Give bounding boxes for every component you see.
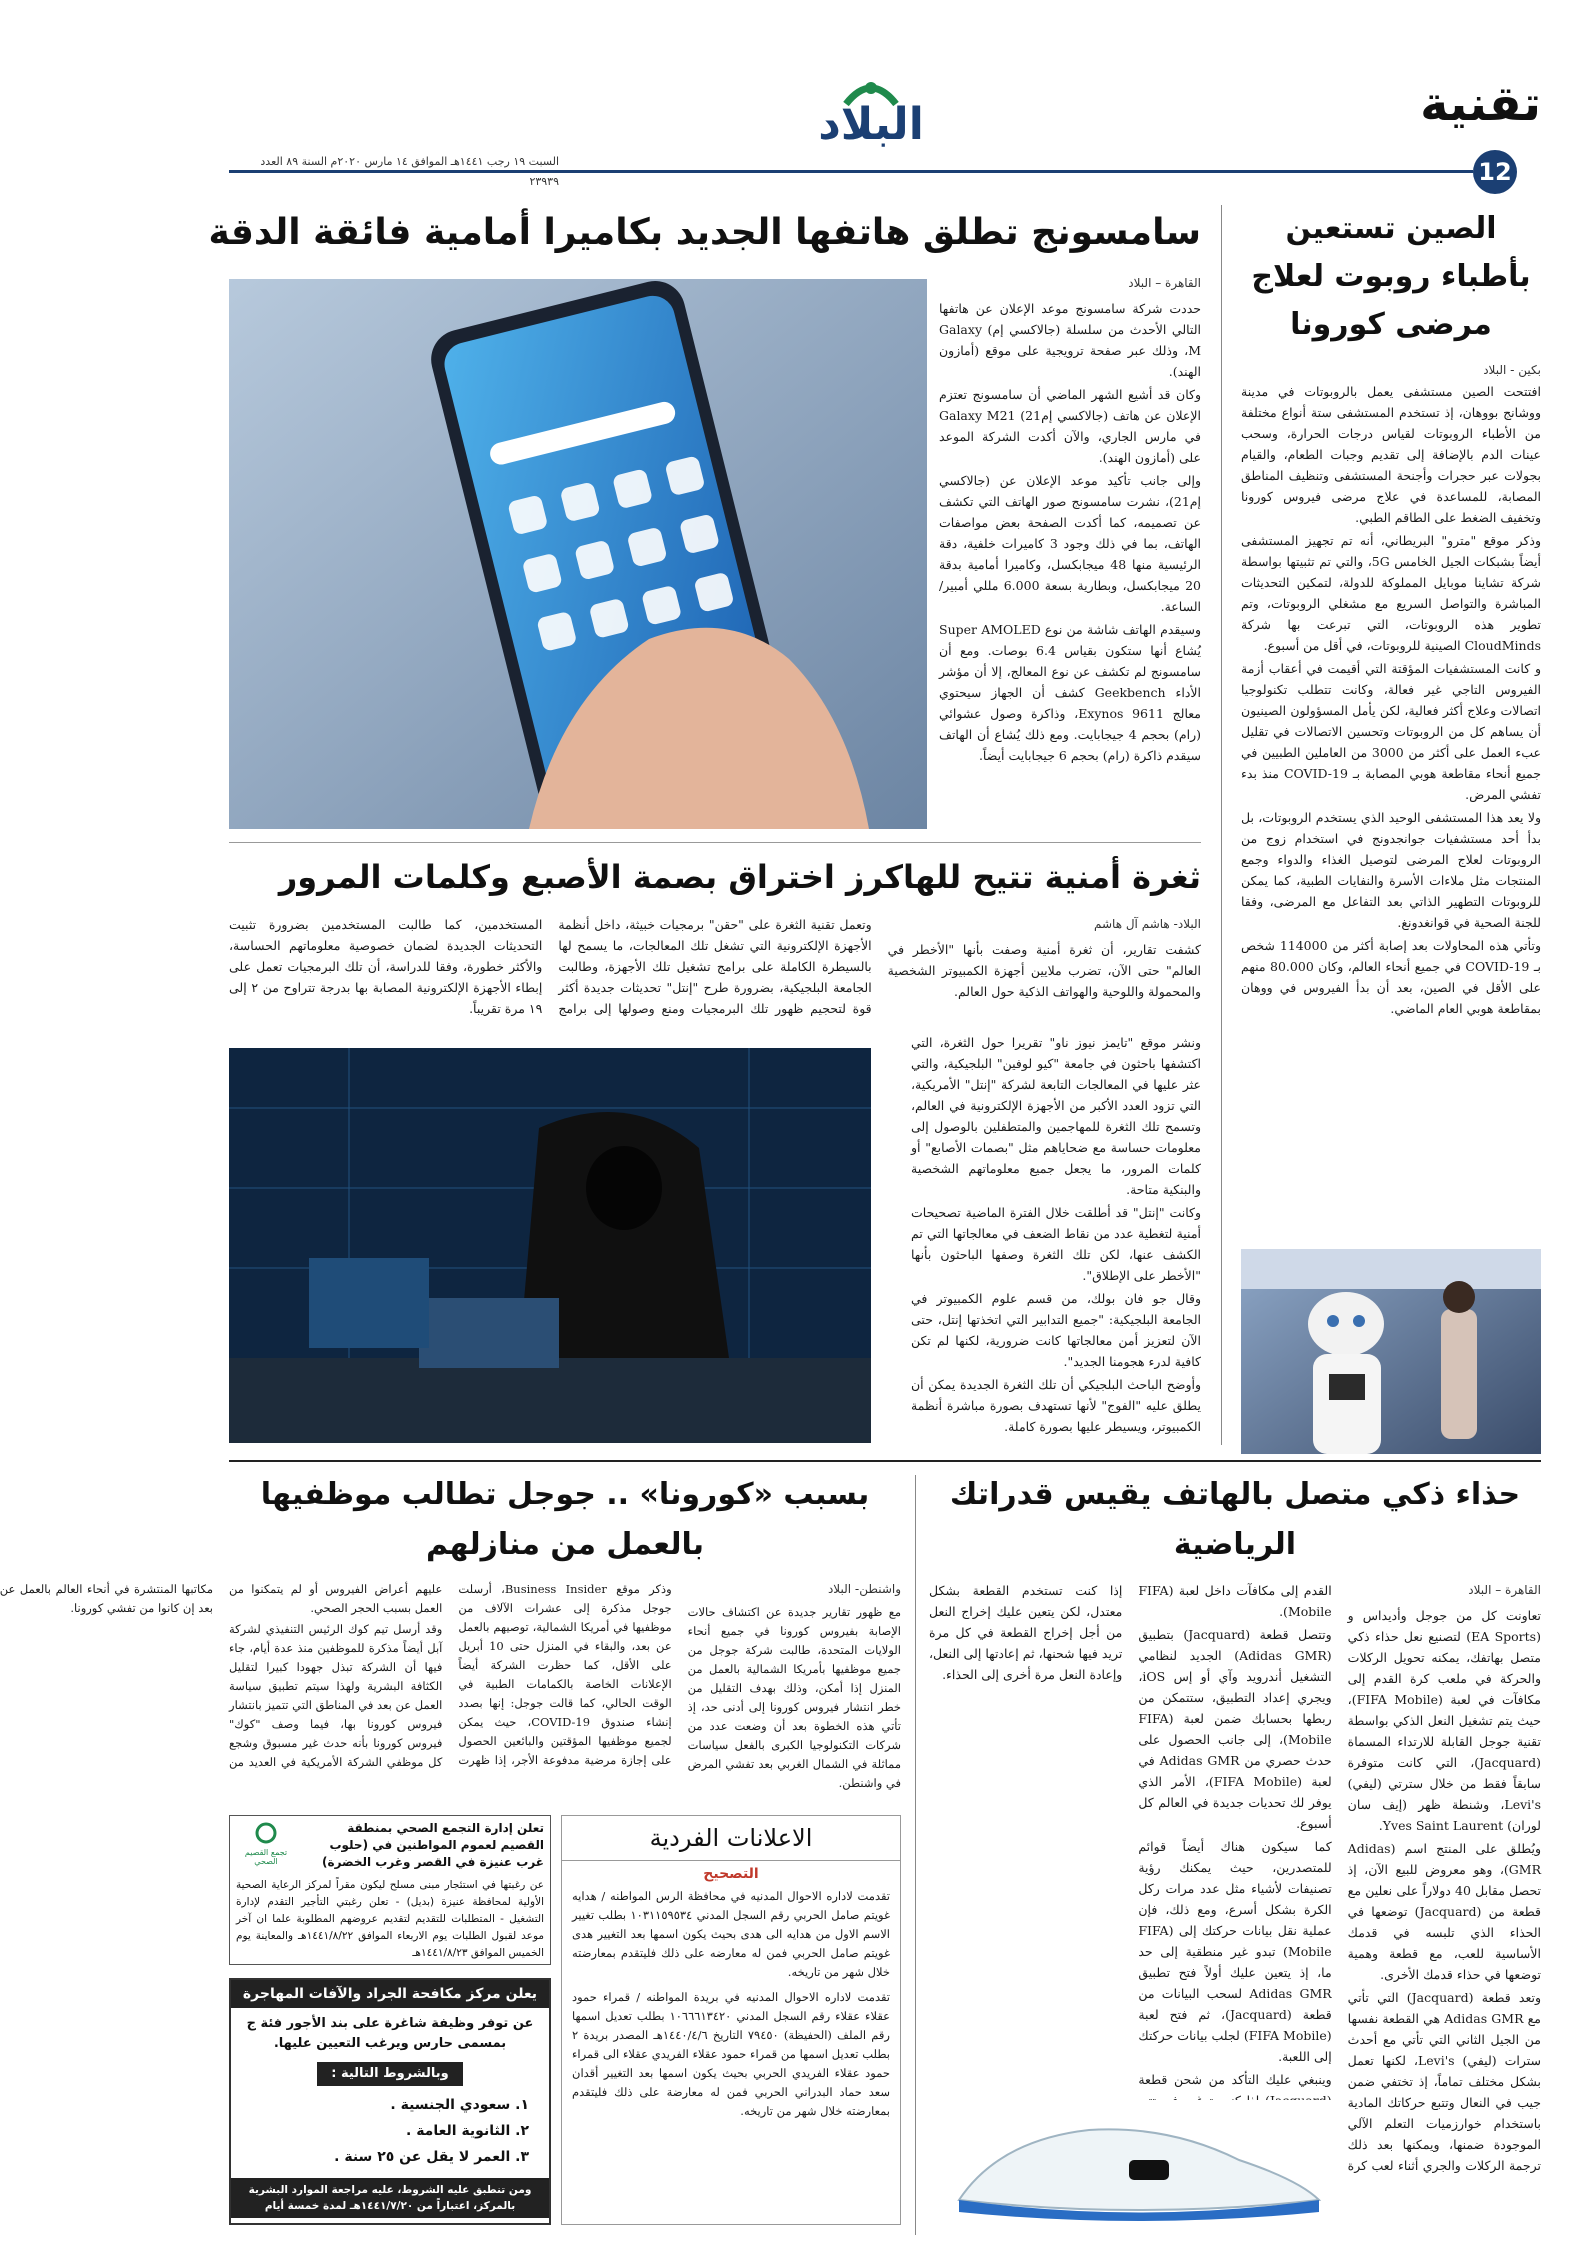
ad-locust-condition: ٢. الثانوية العامة . (406, 2123, 529, 2139)
column-divider (915, 1475, 916, 2235)
robots-paragraph: وذكر موقع "مترو" البريطاني، أنه تم تجهيز المستشفى أيضاً بشبكات الجيل الخامس 5G، والتي تم تثبيتها بواسطة شركة تشاينا موبايل المملوكة للدولة، لتمكين التحديثات المباشرة والتواصل السريع مع مشغلي الروبوتات، وتم تطوير هذه الروبوتات، التي تبرعت بها شركة CloudMinds الصينية للروبوتات، في أقل من أسبوع. (1241, 533, 1541, 653)
article-hackers (229, 850, 1201, 1445)
shoe-paragraph: ويُطلق على المنتج اسم (Adidas GMR)، وهو معروض للبيع الآن، إذ تحصل مقابل 40 دولاراً على نعلين مع قطعة من (Jacquard) توضعها في الحذاء الذي تلبسه في قدمك الأساسية للعب، مع قطعة وهمية توضعها في حذاء قدمك الأخرى. (1347, 1841, 1541, 1982)
google-paragraph: وذكر موقع Business Insider، أرسلت جوجل مذكرة إلى عشرات الآلاف من موظفيها في أمريكا الشمالية، توصيهم بالعمل عن بعد، والبقاء في المنزل حتى 10 أبريل على الأقل، كما حظرت الشركة أيضاً الإعلانات الخاصة بالكمامات الطبية في الوقت الحالي، كما قالت جوجل: إنها بصدد إنشاء صندوق COVID-19، حيث يمكن لجميع موظفيها المؤقتين والبائعين الحصول على إجازة مرضية مدفوعة الأجر، إذا ظهرت عليهم أعراض الفيروس أو لم يتمكنوا من العمل بسبب الحجر الصحي. (229, 1582, 672, 1767)
hackers-paragraph: كشفت تقارير، أن ثغرة أمنية وصفت بأنها "الأخطر في العالم" حتى الآن، تضرب ملايين أجهزة الكمبيوتر الشخصية والمحمولة واللوحية والهواتف الذكية حول العالم. (887, 942, 1201, 999)
classifieds-box (561, 1815, 901, 2225)
newspaper-logo (801, 70, 941, 160)
page-number-badge (1473, 150, 1517, 194)
shoe-paragraph: وتتصل قطعة (Jacquard) بتطبيق (Adidas GMR) الجديد لنظامي التشغيل أندرويد وآي أو إس iOS، ويجري إعداد التطبيق، ستتمكن من ربطها بحسابك ضمن لعبة (FIFA Mobile)، إلى جانب الحصول على حدث حصري من Adidas GMR في لعبة (FIFA Mobile)، الأمر الذي يوفر لك تحديات جديدة في العالم كل أسبوع. (1138, 1627, 1332, 1831)
google-paragraph: مع ظهور تقارير جديدة عن اكتشاف حالات الإصابة بفيروس كورونا في جميع أنحاء الولايات المتحدة، طالبت شركة جوجل من جميع موظفيها بأمريكا الشمالية بالعمل من المنزل إذا أمكن، وذلك بهدف التقليل من خطر انتشار فيروس كورونا إلى أدنى حد، إذ تأتي هذه الخطوة بعد أن وضعت عدد من شركات التكنولوجيا الكبرى بالفعل سياسات مماثلة في الشمال الغربي بعد تفشي المرض في واشنطن. (687, 1605, 901, 1790)
samsung-byline: القاهرة – البلاد (1128, 276, 1201, 290)
robots-body (1241, 381, 1541, 1241)
ad-locust-title: يعلن مركز مكافحة الجراد والآفات المهاجرة (231, 1980, 549, 2008)
shoe-headline: حذاء ذكي متصل بالهاتف يقيس قدراتك الرياضية (949, 1477, 1521, 1562)
smart-shoe-photo (939, 2100, 1339, 2230)
column-divider (1221, 205, 1222, 1445)
shoe-body (929, 1580, 1541, 2190)
classified-item: تقدمت لاداره الاحوال المدنيه في بريدة المواطنه / قمراء حمود عقلاء عقلاء رقم السجل المدني ١٠٦٦٦١٣٤٢٠ بطلب تعديل اسمها رقم الملف (الحفيظة) ٧٩٤٥٠ التاريخ ١٤٤٠/٤/٦هـ المصدر بريدة ٢ بطلب تعديل اسمها من قمراء حمود عقلاء الفريدي عقلاء الى قمراء حمود عقلاء الفريدي الحربي بحيث يكون اسمها بعد التغيير أقدان سعد حماد البدراني الحربي فمن له معارضة على ذلك فليتقدم بمعارضته خلال شهر من تاريخه. (572, 1990, 890, 2118)
samsung-paragraph: حددت شركة سامسونج موعد الإعلان عن هاتفها التالي الأحدث من سلسلة (جالاكسي إم) Galaxy M، وذلك عبر صفحة ترويجية على موقع (أمازون الهند). (939, 301, 1201, 379)
classified-item: تقدمت لاداره الاحوال المدنيه في محافظة الرس المواطنه / هدايه غويتم صامل الحربي رقم السجل المدني ١٠٣١١٥٩٥٣٤ بطلب تغيير الاسم الاول من هدايه الى هدى بحيث يكون اسمها بعد التغيير هدى غويتم صامل الحربي فمن له معارضه على ذلك فليتقدم بمعارضته خلال شهر من تاريخه. (572, 1889, 890, 1979)
ad-locust-footer: ومن تنطبق عليه الشروط، عليه مراجعة الموارد البشرية بالمركز، اعتباراً من ١٤٤١/٧/٢٠هـ لمدة خمسة أيام (231, 2178, 549, 2218)
dateline (229, 152, 559, 188)
health-cluster-logo-icon (251, 1822, 281, 1844)
ad-health-logo-text: تجمع القصيم الصحي (244, 1848, 288, 1866)
hackers-byline: البلاد- هاشم آل هاشم (1094, 917, 1201, 931)
hackers-paragraph: وتعمل تقنية الثغرة على "حقن" برمجيات خبيثة، داخل أنظمة الأجهزة الإلكترونية التي تشغل تلك المعالجات، ما يسمح لها بالسيطرة الكاملة على برامج تشغيل تلك الأجهزة، وطالبت الجامعة البلجيكية، بضرورة طرح "إنتل" تحديثات جديدة أكثر قوة لتحجيم ظهور تلك البرمجيات ومنع وصولها إلى برامج المستخدمين، كما طالبت المستخدمين بضرورة تثبيت التحديثات الجديدة لضمان خصوصية معلوماتهم الحساسة، والأكثر خطورة، وفقا للدراسة، أن تلك البرمجيات تعمل على إبطاء الأجهزة الإلكترونية المصابة بها بدرجة تتراوح من ٢ إلى ١٩ مرة تقريباً. (229, 917, 872, 1016)
google-body (0, 1580, 901, 1795)
ad-locust-condition: ١. سعودي الجنسية . (390, 2097, 529, 2113)
article-shoe (929, 1470, 1541, 2230)
shoe-paragraph: وتعد قطعة (Jacquard) التي تأتي مع Adidas GMR هي القطعة نفسها من الجيل الثاني التي تأتي مع أحدث سترات (ليفي) Levi's، لكنها تعمل بشكل مختلف تماماً، إذ تختفي ضمن جيب في النعال وتتبع حركاتك المادية باستخدام خوارزميات التعلم الآلي الموجودة ضمنها، ويمكنها بعد ذلك ترجمة الركلات والجري أثناء لعب كرة القدم إلى مكافآت داخل لعبة (FIFA Mobile). (1138, 1583, 1541, 2173)
robots-paragraph: ولا يعد هذا المستشفى الوحيد الذي يستخدم الروبوتات، بل بدأ أحد مستشفيات جوانجدونج في استخدام زوج من الروبوتات لعلاج المرضى لتوصيل الغذاء والدواء وجمع المنتجات مثل ملاءات الأسرة والنفايات الطبية، كما يمكن للروبوتات التطهير الذاتي بعد التفاعل مع المرضى، وفقا للجنة الصحية في قوانغدونغ. (1241, 810, 1541, 930)
logo-text: البلاد (818, 99, 924, 150)
shoe-byline: القاهرة – البلاد (1468, 1583, 1541, 1597)
samsung-paragraph: وإلى جانب تأكيد موعد الإعلان عن (جالاكسي إم21)، نشرت سامسونج صور الهاتف التي تكشف عن تصميمه، كما أكدت الصفحة بعض مواصفات الهاتف، بما في ذلك وجود 3 كاميرات خلفية، دقة الرئيسية منها 48 ميجابكسل، وكاميرا أمامية بدقة 20 ميجابكسل، وبطارية بسعة 6.000 مللي أمبير/ الساعة. (939, 473, 1201, 614)
article-samsung (208, 205, 1201, 830)
classifieds-title: الاعلانات الفردية (562, 1816, 900, 1861)
robots-headline: الصين تستعين بأطباء روبوت لعلاج مرضى كورونا (1251, 211, 1531, 342)
hackers-paragraph: وأوضح الباحث البلجيكي أن تلك الثغرة الجديدة يمكن أن يطلق عليه "الفوج" لأنها تستهدف بصورة مباشرة أنظمة الكمبيوتر، ويسيطر عليها بصورة كاملة. (911, 1377, 1201, 1434)
ad-locust (229, 1978, 551, 2225)
ad-locust-conditions-title: وبالشروط التالية : (317, 2062, 462, 2086)
robot-photo (1241, 1249, 1541, 1454)
ad-locust-conditions (231, 2088, 549, 2174)
section-rule (229, 842, 1201, 843)
dateline-text: السبت ١٩ رجب ١٤٤١هـ الموافق ١٤ مارس ٢٠٢٠م السنة ٨٩ العدد ٢٣٩٣٩ (260, 155, 559, 188)
google-byline: واشنطن- البلاد (827, 1582, 901, 1596)
ad-health-title: تعلن إدارة التجمع الصحي بمنطقة القصيم لعموم المواطنين في (حلوب غرب عنيزة في القصر وغرب الخضرة) (322, 1821, 544, 1869)
hackers-paragraph: ونشر موقع "تايمز نيوز ناو" تقريرا حول الثغرة، التي اكتشفها باحثون في جامعة "كيو لوفين" البلجيكية، والتي عثر عليها في المعالجات التابعة لشركة "إنتل" الأمريكية، التي تزود العدد الأكبر من الأجهزة الإلكترونية في العالم، وتسمح تلك الثغرة للمهاجمين والمتطفلين بالوصول إلى معلومات حساسة مع ضحاياهم مثل "بصمات الأصابع" أو كلمات المرور، ما يجعل جميع معلوماتهم الشخصية والبنكية متاحة. (911, 1035, 1201, 1197)
samsung-paragraph: وسيقدم الهاتف شاشة من نوع Super AMOLED يُشاع أنها ستكون بقياس 6.4 بوصات. ومع أن سامسونج لم تكشف عن نوع المعالج، إلا أن مؤشر الأداء Geekbench كشف أن الجهاز سيحتوي معالج Exynos 9611، وذاكرة وصول عشوائي (رام) بحجم 4 جيجابايت. ومع ذلك يُشاع أن الهاتف سيقدم ذاكرة (رام) بحجم 6 جيجابايت أيضاً. (939, 622, 1201, 763)
section-rule (229, 1460, 1541, 1462)
hackers-paragraph: وكانت "إنتل" قد أطلقت خلال الفترة الماضية تصحيحات أمنية لتغطية عدد من نقاط الضعف في معالجاتها التي تم الكشف عنها، لكن تلك الثغرة وصفها الباحثون بأنها "الأخطر على الإطلاق". (911, 1205, 1201, 1283)
hacker-photo (229, 1048, 871, 1443)
ad-health-body: عن رغبتها في استئجار مبنى مسلح ليكون مقراً لمركز الرعاية الصحية الأولية لمحافظة عنيزة (بديل) - تعلن رغبتي التأجير التقدم لإدارة التشغيل - المتطلبات للتقديم لتقديم عروضهم المطلوبة علما ان آخر موعد لقبول الطلبات يوم الاربعاء الموافق ١٤٤١/٨/٢٢هـ والمعاينة يوم الخميس الموافق ١٤٤١/٨/٢٣هـ (236, 1879, 544, 1959)
section-label: تقنية (1420, 76, 1541, 132)
article-robots (1241, 205, 1541, 1450)
robots-paragraph: و كانت المستشفيات المؤقتة التي أقيمت في أعقاب أزمة الفيروس التاجي غير فعالة، وكانت تتطلب تكنولوجيا اتصالات وعلاج أكثر فعالية، لكن يأمل المسؤولون الصينيون أن يساهم كل من الروبوتات وتحسين الاتصالات في تقليل عبء العمل على أكثر من 3000 من العاملين الطبيين في جميع أنحاء مقاطعة هوبي المصابة بـ COVID-19 منذ بدء تفشي المرض. (1241, 661, 1542, 802)
classifieds-subtitle: التصحيح (703, 1866, 759, 1882)
ad-health-logo (236, 1822, 296, 1866)
shoe-paragraph: تعاونت كل من جوجل وأديداس و (EA Sports) لتصنيع نعل حذاء ذكي متصل بهاتفك، يمكنه تحويل الركلات والحركة في ملعب كرة القدم إلى مكافآت في لعبة (FIFA Mobile)، حيث يتم تشغيل النعل الذكي بواسطة تقنية جوجل القابلة للارتداء المسماة (Jacquard)، التي كانت متوفرة سابقاً فقط من خلال سترتي (ليفي) Levi's، وشنطة ظهر (إيف سان لوران) Yves Saint Laurent. (1347, 1608, 1541, 1833)
hackers-headline: ثغرة أمنية تتيح للهاكرز اختراق بصمة الأصبع وكلمات المرور (278, 858, 1201, 896)
ad-locust-condition: ٣. العمر لا يقل عن ٢٥ سنة . (334, 2149, 529, 2165)
samsung-headline: سامسونج تطلق هاتفها الجديد بكاميرا أمامية فائقة الدقة (208, 212, 1201, 253)
page-number: 12 (1478, 158, 1512, 186)
shoe-paragraph: كما سيكون هناك أيضاً قوائم للمتصدرين، حيث يمكنك رؤية تصنيفات لأشياء مثل عدد مرات ركل الكرة بشكل أسرع، ومع ذلك، فإن عملية نقل بيانات حركتك إلى (FIFA Mobile) تبدو غير منطقية إلى حد ما، إذ يتعين عليك أولاً فتح تطبيق Adidas GMR لسحب البيانات من قطعة (Jacquard)، ثم فتح لعبة (FIFA Mobile) لجلب بيانات حركتك إلى اللعبة. (1138, 1839, 1332, 2064)
samsung-paragraph: وكان قد أشيع الشهر الماضي أن سامسونج تعتزم الإعلان عن هاتف (جالاكسي إم21) Galaxy M21 في مارس الجاري، والآن أكدت الشركة الموعد على (أمازون الهند). (939, 387, 1201, 465)
hackers-paragraph: وقال جو فان بولك، من قسم علوم الكمبيوتر في الجامعة البلجيكية: "جميع التدابير التي اتخذتها إنتل، حتى الآن لتعزيز أمن معالجاتها كانت ضرورية، لكنها لم تكن كافية لدرء هجومنا الجديد". (911, 1291, 1201, 1369)
ad-locust-body: عن توفر وظيفة شاغرة على بند الأجور فئة ج بمسمى حارس ويرغب التعيين عليها. (246, 2016, 534, 2051)
robots-byline: بكين - البلاد (1483, 363, 1541, 377)
robots-paragraph: افتتحت الصين مستشفى يعمل بالروبوتات في مدينة ووشانج بووهان، إذ تستخدم المستشفى ستة أنواع مختلفة من الأطباء الروبوتات لقياس درجات الحرارة، وسحب عينات الدم بالإضافة إلى تقديم وجبات الطعام، والقيام بجولات عبر حجرات وأجنحة المستشفى وتنظيف المناطق المصابة، للمساعدة في علاج مرضى فيروس كورونا وتخفيف الضغط على الطاقم الطبي. (1241, 384, 1541, 525)
google-paragraph: وقد أرسل تيم كوك الرئيس التنفيذي لشركة آبل أيضاً مذكرة للموظفين منذ عدة أيام، جاء فيها أن الشركة تبذل جهودا كبيرا لتقليل الكثافة البشرية ولهذا سيتم تطبيق سياسة العمل عن بعد في المناطق التي تتميز بانتشار فيروس كورونا بها، فيما وصف "كوك" فيروس كورونا بأنه حدث غير مسبوق وشجع كل موظفي الشركة الأمريكية في العديد من مكاتبها المنتشرة في أنحاء العالم بالعمل عن بعد إن كانوا من تفشي كورونا. (0, 1582, 443, 1769)
article-google (0, 1470, 901, 1800)
samsung-phone-photo (229, 279, 927, 829)
classifieds-list (562, 1887, 900, 2217)
robots-paragraph: وتأتي هذه المحاولات بعد إصابة أكثر من 114000 شخص بـ COVID-19 في جميع أنحاء العالم، وكان 80.000 منهم على الأقل في الصين، بعد أن بدأ الفيروس في ووهان بمقاطعة هوبي العام الماضي. (1241, 938, 1541, 1016)
google-headline: بسبب «كورونا» .. جوجل تطالب موظفيها بالعمل من منازلهم (260, 1477, 870, 1562)
ad-health (229, 1815, 551, 1965)
samsung-body (939, 273, 1201, 828)
section-title (1381, 72, 1541, 142)
shoe-paragraph: وينبغي عليك التأكد من شحن قطعة إذا كنت تستخدم القطعة بشكل معتدل، لكن يتعين عليك إخراج النعل من أجل إخراج القطعة في كل مرة تريد فيها شحنها، ثم إعادتها إلى النعل، وإعادة النعل مرة أخرى إلى الحذاء. (929, 1583, 1332, 2087)
